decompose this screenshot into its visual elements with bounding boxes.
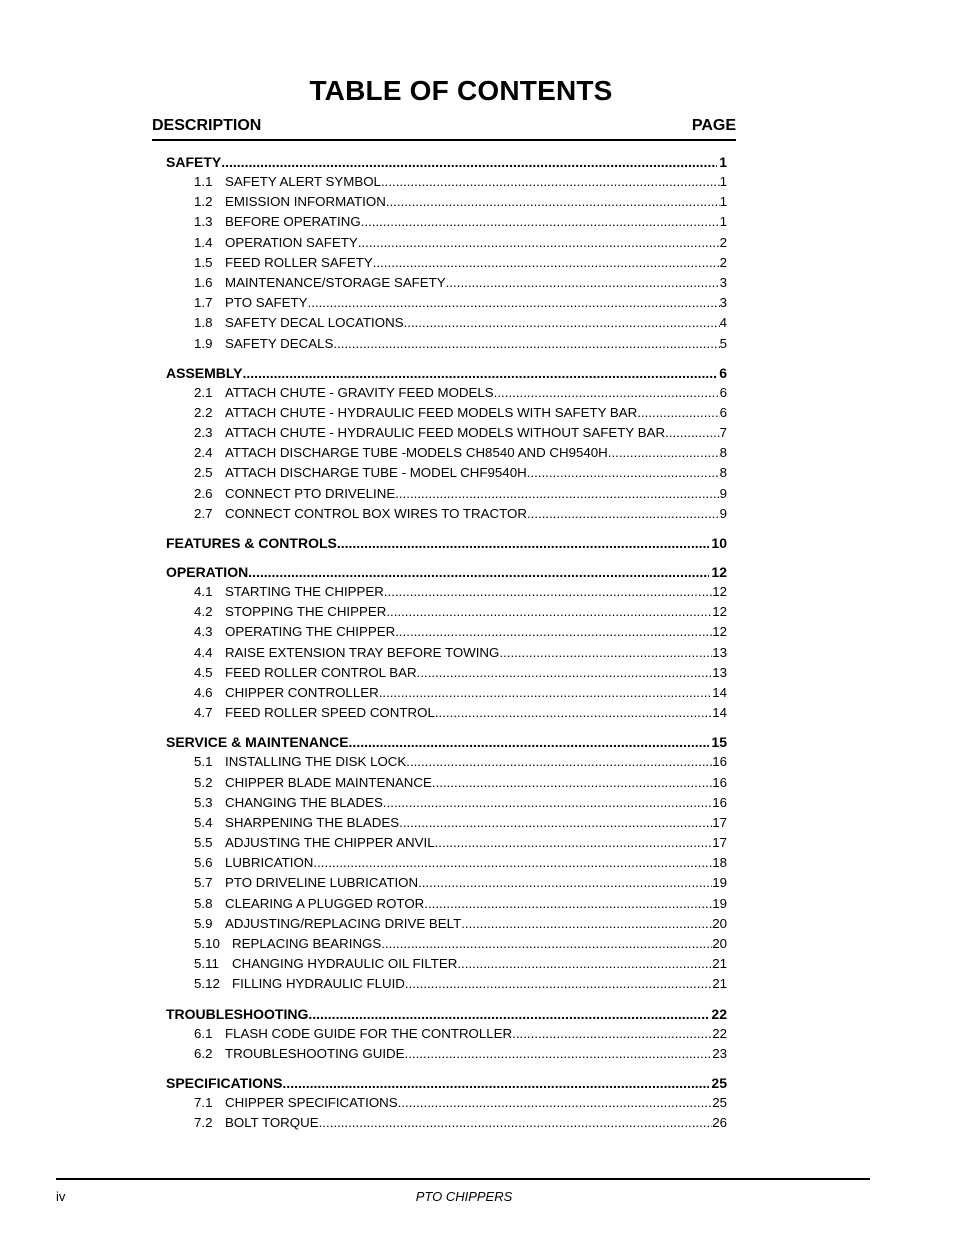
toc-entry-text: [194, 212, 361, 232]
toc-entry-title: REPLACING BEARINGS: [232, 936, 382, 951]
toc-section-page: 25: [711, 1074, 727, 1091]
toc-entry-text: [194, 703, 435, 723]
toc-entry-title: CHIPPER CONTROLLER: [225, 684, 379, 700]
toc-leader-dots: [527, 463, 720, 483]
toc-entry-title: CHANGING THE BLADES: [225, 794, 383, 810]
toc-entry-text: [194, 793, 383, 813]
toc-entry-page: 20: [712, 915, 727, 931]
toc-entry-text: [194, 833, 435, 853]
toc-section-title: OPERATION: [166, 564, 249, 580]
toc-entry-page: 1: [719, 194, 727, 210]
toc-leader-dots: [333, 334, 719, 354]
page-column-label: PAGE: [691, 117, 736, 134]
toc-leader-dots: [435, 703, 712, 723]
toc-entry-page: 21: [712, 976, 727, 992]
toc-leader-dots: [608, 443, 720, 463]
toc-entry-title: CONNECT PTO DRIVELINE: [225, 485, 396, 501]
toc-entry-text: [194, 463, 527, 483]
toc-entry[interactable]: [166, 974, 727, 994]
toc-entry-number: 4.5: [194, 664, 213, 680]
toc-entry-text: [194, 974, 405, 994]
toc-leader-dots: [395, 622, 712, 642]
toc-section-title: SAFETY: [166, 154, 222, 170]
toc-entry[interactable]: [166, 833, 727, 853]
toc-entry-text: [194, 1093, 398, 1113]
toc-section-page: 15: [711, 734, 727, 751]
toc-entry[interactable]: [166, 212, 727, 232]
toc-entry-number: 5.10: [194, 936, 220, 951]
toc-entry-title: ATTACH DISCHARGE TUBE -MODELS CH8540 AND CH9540H: [225, 445, 608, 461]
toc-leader-dots: [494, 383, 720, 403]
toc-entry-title: ATTACH DISCHARGE TUBE - MODEL CHF9540H: [225, 465, 527, 481]
toc-entry-number: 2.3: [194, 425, 213, 441]
toc-entry[interactable]: [166, 253, 727, 273]
toc-entry-page: 17: [712, 814, 727, 830]
toc-leader-dots: [395, 484, 719, 504]
toc-entry[interactable]: [166, 192, 727, 212]
toc-entry[interactable]: [166, 793, 727, 813]
toc-entry-number: 1.7: [194, 295, 213, 311]
toc-entry-title: OPERATING THE CHIPPER: [225, 624, 396, 640]
toc-entry-page: 23: [712, 1045, 727, 1061]
toc-entry-number: 7.2: [194, 1115, 213, 1131]
toc-entry[interactable]: [166, 1024, 727, 1044]
toc-entry-number: 2.1: [194, 384, 213, 400]
toc-leader-dots: [313, 853, 712, 873]
toc-entry-page: 21: [712, 956, 727, 972]
toc-entry[interactable]: [166, 484, 727, 504]
toc-entry-number: 1.1: [194, 174, 213, 189]
description-column-label: DESCRIPTION: [152, 117, 262, 134]
toc-entry-text: [194, 602, 386, 622]
toc-entry-text: [194, 643, 499, 663]
toc-entry[interactable]: [166, 582, 727, 602]
toc-section-title: TROUBLESHOOTING: [166, 1005, 309, 1022]
toc-entry-page: 26: [712, 1115, 727, 1131]
toc-entry-page: 14: [712, 705, 727, 721]
toc-leader-dots: [404, 313, 720, 333]
toc-entry-title: CHANGING HYDRAULIC OIL FILTER: [232, 956, 458, 972]
toc-entry[interactable]: [166, 602, 727, 622]
toc-entry-number: 1.3: [194, 214, 213, 230]
toc-leader-dots: [457, 954, 712, 974]
toc-entry-page: 16: [712, 754, 727, 770]
toc-entry-number: 1.6: [194, 274, 213, 290]
toc-leader-dots: [424, 894, 712, 914]
toc-entry-title: ATTACH CHUTE - HYDRAULIC FEED MODELS WITH SAFETY BAR: [225, 404, 638, 420]
toc-entry-title: ADJUSTING THE CHIPPER ANVIL: [225, 835, 435, 851]
toc-entry-text: [194, 293, 308, 313]
toc-entry-page: 25: [712, 1094, 727, 1110]
toc-entry-title: SAFETY ALERT SYMBOL: [225, 174, 381, 189]
toc-entry-title: LUBRICATION: [225, 855, 314, 871]
toc-entry-text: [194, 172, 381, 192]
toc-entry-text: [194, 1024, 512, 1044]
toc-entry-number: 2.2: [194, 404, 213, 420]
toc-leader-dots: [361, 212, 720, 232]
toc-entry-text: [194, 663, 417, 683]
toc-leader-dots: [386, 192, 720, 212]
toc-entry[interactable]: [166, 293, 727, 313]
toc-entry-title: BOLT TORQUE: [225, 1115, 319, 1131]
toc-entry-page: 18: [712, 855, 727, 871]
toc-section-entry[interactable]: [166, 562, 727, 582]
toc-entry-number: 5.9: [194, 915, 213, 931]
toc-section: [166, 533, 727, 553]
toc-entry-title: BEFORE OPERATING: [225, 214, 361, 230]
toc-leader-dots: [381, 172, 720, 192]
toc-section-entry[interactable]: [166, 533, 727, 553]
toc-entry-number: 4.1: [194, 584, 213, 599]
toc-entry-title: EMISSION INFORMATION: [225, 194, 386, 210]
toc-entry-page: 5: [719, 335, 727, 351]
toc-leader-dots: [398, 1093, 713, 1113]
toc-leader-dots: [512, 1024, 712, 1044]
toc-entry[interactable]: [166, 954, 727, 974]
toc-entry-title: FLASH CODE GUIDE FOR THE CONTROLLER: [225, 1025, 513, 1041]
toc-entry-title: PTO DRIVELINE LUBRICATION: [225, 875, 419, 891]
toc-entry-title: CONNECT CONTROL BOX WIRES TO TRACTOR: [225, 505, 527, 521]
toc-entry[interactable]: [166, 504, 727, 524]
toc-entry[interactable]: [166, 622, 727, 642]
toc-entry[interactable]: [166, 463, 727, 483]
toc-entry-number: 1.2: [194, 194, 213, 210]
toc-entry[interactable]: [166, 934, 727, 954]
toc-section-entry[interactable]: [166, 152, 727, 172]
toc-section-page: 10: [711, 535, 727, 551]
toc-entry-text: [194, 773, 432, 793]
toc-leader-dots: [373, 253, 720, 273]
toc-entry-text: [194, 914, 461, 934]
footer-title: PTO CHIPPERS: [415, 1189, 513, 1204]
toc-entry-title: SAFETY DECALS: [225, 335, 334, 351]
toc-section: [166, 363, 727, 524]
toc-entry-number: 5.6: [194, 855, 213, 871]
toc-entry-number: 6.2: [194, 1045, 213, 1061]
toc-entry-number: 5.1: [194, 754, 213, 770]
toc-entry-number: 5.8: [194, 895, 213, 911]
toc-leader-dots: [446, 273, 720, 293]
toc-leader-dots: [337, 533, 710, 553]
toc-leader-dots: [308, 1004, 709, 1024]
toc-entry[interactable]: [166, 873, 727, 893]
toc-entry-title: TROUBLESHOOTING GUIDE: [225, 1045, 405, 1061]
toc-entry-text: [194, 383, 494, 403]
toc-entry-page: 17: [712, 835, 727, 851]
toc-entry-page: 12: [712, 604, 727, 620]
toc-section: [166, 732, 727, 994]
toc-entry-text: [194, 683, 379, 703]
toc-entry-number: 1.4: [194, 234, 213, 250]
toc-entry-page: 16: [712, 794, 727, 810]
toc-section-page: 1: [719, 154, 727, 170]
toc-entry-page: 9: [719, 505, 727, 521]
toc-entry[interactable]: [166, 172, 727, 192]
toc-entry-page: 19: [712, 895, 727, 911]
toc-entry-page: 20: [712, 936, 727, 951]
toc-entry-number: 5.7: [194, 875, 213, 891]
toc-entry-page: 22: [712, 1025, 727, 1041]
toc-entry-page: 1: [719, 214, 727, 230]
toc-entry-text: [194, 934, 381, 954]
toc-entry-number: 1.9: [194, 335, 213, 351]
toc-entry-number: 5.5: [194, 835, 213, 851]
toc-section-entry[interactable]: [166, 1073, 727, 1093]
toc-entry[interactable]: [166, 752, 727, 772]
toc-entry-title: CHIPPER BLADE MAINTENANCE: [225, 774, 432, 790]
toc-entry[interactable]: [166, 273, 727, 293]
toc-entry-title: FEED ROLLER SAFETY: [225, 254, 373, 270]
toc-entry[interactable]: [166, 403, 727, 423]
toc-entry-page: 3: [719, 295, 727, 311]
toc-leader-dots: [308, 293, 720, 313]
toc-entry-title: FILLING HYDRAULIC FLUID: [232, 976, 405, 992]
toc-section: [166, 562, 727, 723]
toc-entry-title: STARTING THE CHIPPER: [225, 584, 384, 599]
toc-leader-dots: [405, 974, 712, 994]
toc-entry[interactable]: [166, 1044, 727, 1064]
toc-leader-dots: [381, 934, 712, 954]
toc-entry-title: SAFETY DECAL LOCATIONS: [225, 315, 404, 331]
toc-leader-dots: [349, 732, 710, 752]
toc-header: [152, 117, 736, 141]
footer-rule: [56, 1178, 870, 1180]
toc-leader-dots: [527, 504, 720, 524]
toc-entry-page: 16: [712, 774, 727, 790]
toc-entry[interactable]: [166, 773, 727, 793]
toc-entry[interactable]: [166, 334, 727, 354]
toc-leader-dots: [665, 423, 720, 443]
toc-entry-number: 4.3: [194, 624, 213, 640]
toc-entry[interactable]: [166, 914, 727, 934]
toc-entry-number: 2.5: [194, 465, 213, 481]
toc-entry-page: 6: [719, 384, 727, 400]
toc-leader-dots: [406, 752, 712, 772]
toc-entry-text: [194, 253, 373, 273]
toc-entry[interactable]: [166, 233, 727, 253]
toc-entry-page: 12: [712, 584, 727, 599]
toc-entry-title: CLEARING A PLUGGED ROTOR: [225, 895, 425, 911]
toc-section-page: 22: [711, 1005, 727, 1022]
toc-leader-dots: [383, 793, 712, 813]
toc-entry-title: CHIPPER SPECIFICATIONS: [225, 1094, 398, 1110]
toc-entry-text: [194, 484, 395, 504]
toc-leader-dots: [399, 813, 712, 833]
toc-section: [166, 1004, 727, 1064]
toc-entry-text: [194, 894, 424, 914]
toc-section-title: SPECIFICATIONS: [166, 1074, 283, 1091]
toc-leader-dots: [358, 233, 720, 253]
toc-entry-title: OPERATION SAFETY: [225, 234, 358, 250]
toc-leader-dots: [384, 582, 712, 602]
toc-section: [166, 152, 727, 354]
toc-entry-text: [194, 273, 446, 293]
toc-entry[interactable]: [166, 643, 727, 663]
toc-section-page: 6: [719, 364, 727, 381]
toc-entry-text: [194, 403, 637, 423]
toc-entry-title: PTO SAFETY: [225, 295, 308, 311]
toc-leader-dots: [386, 602, 712, 622]
toc-entry-text: [194, 853, 313, 873]
toc-entry-number: 4.6: [194, 684, 213, 700]
toc-entry-number: 4.7: [194, 705, 213, 721]
toc-entry[interactable]: [166, 894, 727, 914]
toc-entry-text: [194, 873, 418, 893]
toc-leader-dots: [319, 1113, 713, 1133]
footer-page-number: iv: [56, 1189, 66, 1204]
toc-entry-text: [194, 334, 333, 354]
toc-entry-number: 4.4: [194, 644, 213, 660]
toc-entry-page: 13: [712, 644, 727, 660]
toc-entry-title: INSTALLING THE DISK LOCK: [225, 754, 407, 770]
toc-entry-text: [194, 1113, 319, 1133]
toc-section-title: SERVICE & MAINTENANCE: [166, 734, 349, 751]
toc-entry[interactable]: [166, 383, 727, 403]
toc-entry-title: FEED ROLLER CONTROL BAR: [225, 664, 417, 680]
toc-entry-text: [194, 504, 527, 524]
toc-leader-dots: [435, 833, 713, 853]
toc-entry-number: 7.1: [194, 1094, 213, 1110]
toc-entry-page: 8: [719, 445, 727, 461]
toc-entry-text: [194, 313, 404, 333]
toc-entry-page: 13: [712, 664, 727, 680]
toc-entry-page: 12: [712, 624, 727, 640]
toc-entry-text: [194, 423, 665, 443]
toc-section: [166, 1073, 727, 1133]
toc-section-page: 12: [711, 564, 727, 580]
toc-leader-dots: [417, 663, 713, 683]
toc-leader-dots: [221, 152, 717, 172]
toc-leader-dots: [432, 773, 712, 793]
toc-section-title: FEATURES & CONTROLS: [166, 535, 337, 551]
table-of-contents: [166, 152, 727, 1142]
toc-leader-dots: [405, 1044, 713, 1064]
toc-entry-number: 2.7: [194, 505, 213, 521]
toc-entry-title: FEED ROLLER SPEED CONTROL: [225, 705, 435, 721]
toc-section-entry[interactable]: [166, 363, 727, 383]
toc-entry-page: 9: [719, 485, 727, 501]
toc-leader-dots: [243, 363, 718, 383]
toc-entry[interactable]: [166, 703, 727, 723]
toc-entry-title: ATTACH CHUTE - GRAVITY FEED MODELS: [225, 384, 494, 400]
toc-leader-dots: [418, 873, 712, 893]
toc-section-entry[interactable]: [166, 732, 727, 752]
toc-entry-page: 2: [719, 234, 727, 250]
toc-entry-number: 1.8: [194, 315, 213, 331]
toc-entry-number: 5.11: [194, 956, 219, 972]
toc-entry-number: 1.5: [194, 254, 213, 270]
toc-entry-number: 5.3: [194, 794, 213, 810]
toc-entry-text: [194, 813, 399, 833]
toc-entry-title: STOPPING THE CHIPPER: [225, 604, 387, 620]
toc-entry-page: 8: [719, 465, 727, 481]
page-title: TABLE OF CONTENTS: [309, 75, 613, 106]
toc-entry-text: [194, 233, 358, 253]
toc-entry[interactable]: [166, 683, 727, 703]
toc-entry-text: [194, 1044, 405, 1064]
toc-leader-dots: [282, 1073, 709, 1093]
toc-entry-text: [194, 954, 457, 974]
toc-leader-dots: [499, 643, 712, 663]
toc-entry-page: 2: [719, 254, 727, 270]
toc-section-title: ASSEMBLY: [166, 364, 243, 381]
toc-entry-number: 5.12: [194, 976, 220, 992]
toc-entry-text: [194, 443, 608, 463]
toc-entry-number: 6.1: [194, 1025, 213, 1041]
toc-entry-page: 7: [719, 425, 727, 441]
toc-entry-number: 5.2: [194, 774, 213, 790]
toc-entry-page: 14: [712, 684, 727, 700]
toc-entry-title: SHARPENING THE BLADES: [225, 814, 400, 830]
toc-entry-number: 2.6: [194, 485, 213, 501]
toc-entry[interactable]: [166, 853, 727, 873]
toc-entry[interactable]: [166, 813, 727, 833]
toc-entry[interactable]: [166, 1093, 727, 1113]
toc-entry-text: [194, 622, 395, 642]
toc-leader-dots: [461, 914, 712, 934]
toc-leader-dots: [379, 683, 713, 703]
toc-entry-title: ADJUSTING/REPLACING DRIVE BELT: [225, 915, 462, 931]
toc-entry-title: ATTACH CHUTE - HYDRAULIC FEED MODELS WITHOUT SAFETY BAR: [225, 425, 666, 441]
toc-entry-page: 1: [719, 174, 727, 189]
toc-entry-page: 3: [719, 274, 727, 290]
toc-entry-number: 5.4: [194, 814, 213, 830]
toc-section-entry[interactable]: [166, 1004, 727, 1024]
toc-entry[interactable]: [166, 313, 727, 333]
toc-entry-number: 2.4: [194, 445, 213, 461]
toc-entry[interactable]: [166, 443, 727, 463]
toc-entry[interactable]: [166, 663, 727, 683]
toc-entry-number: 4.2: [194, 604, 213, 620]
toc-entry[interactable]: [166, 1113, 727, 1133]
toc-entry-text: [194, 582, 384, 602]
toc-leader-dots: [248, 562, 709, 582]
toc-entry-title: RAISE EXTENSION TRAY BEFORE TOWING: [225, 644, 500, 660]
toc-entry-page: 4: [719, 315, 727, 331]
toc-entry-text: [194, 752, 406, 772]
toc-entry-title: MAINTENANCE/STORAGE SAFETY: [225, 274, 446, 290]
toc-entry[interactable]: [166, 423, 727, 443]
toc-entry-text: [194, 192, 386, 212]
toc-entry-page: 19: [712, 875, 727, 891]
toc-leader-dots: [637, 403, 719, 423]
toc-entry-page: 6: [719, 404, 727, 420]
